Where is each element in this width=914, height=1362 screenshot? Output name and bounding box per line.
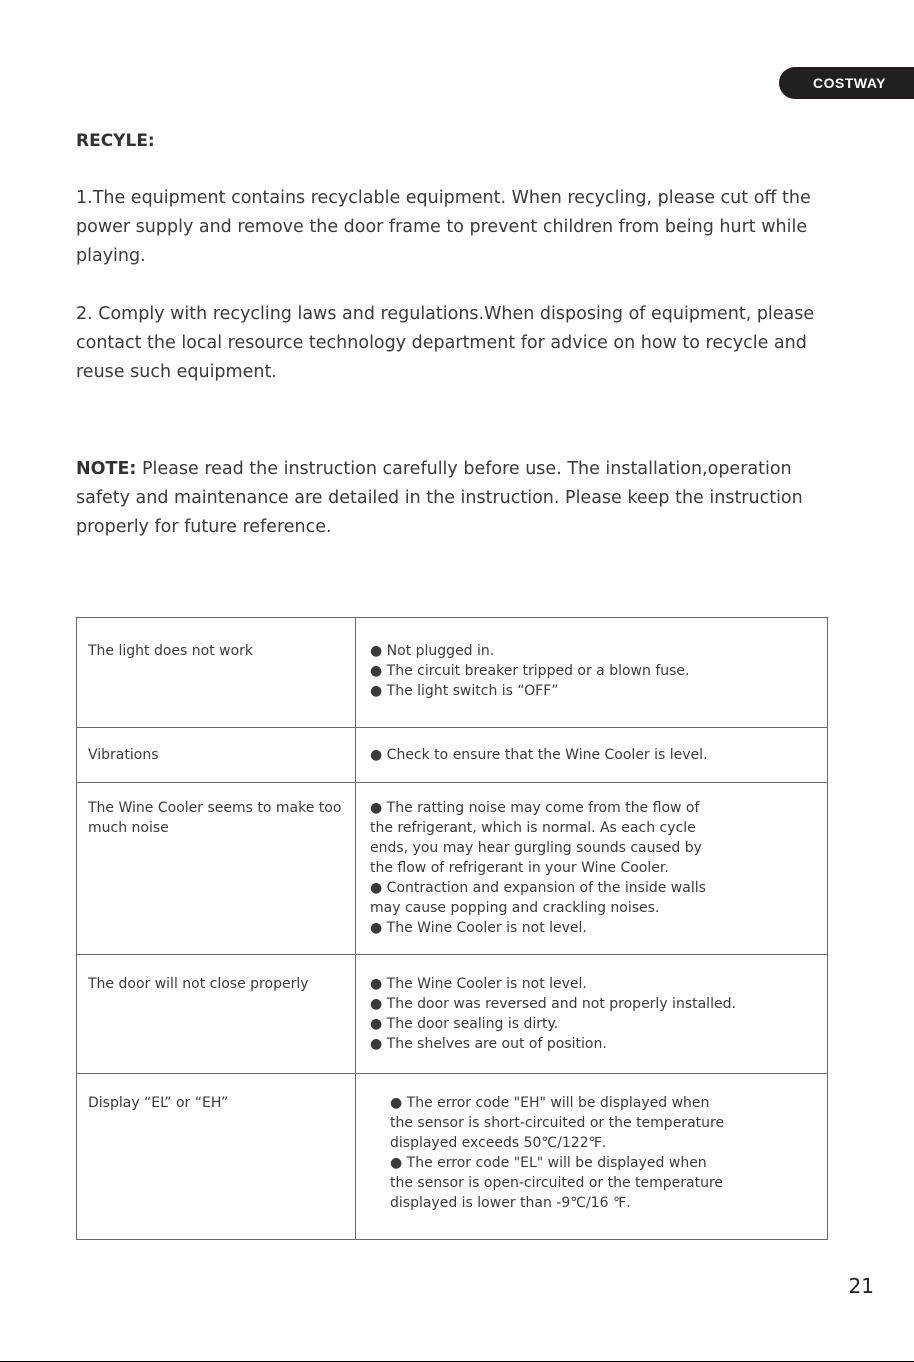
problem-cell: Display “EL” or “EH” [77, 1074, 356, 1240]
cause-line: ● The shelves are out of position. [370, 1036, 607, 1052]
problem-cell: The light does not work [77, 618, 356, 728]
problem-cell: The Wine Cooler seems to make too much noise [77, 783, 356, 955]
cause-line: the sensor is short-circuited or the temperature [390, 1115, 725, 1131]
cause-line: ● The error code "EH" will be displayed when [390, 1095, 710, 1111]
cause-line: ● The door was reversed and not properly installed. [370, 996, 736, 1012]
cause-cell [356, 1074, 828, 1240]
cause-line: may cause popping and crackling noises. [370, 900, 660, 916]
cause-line: ● The error code "EL" will be displayed when [390, 1155, 707, 1171]
troubleshooting-table [76, 617, 828, 1240]
cause-line: displayed is lower than -9℃/16 ℉. [390, 1195, 631, 1211]
cause-line: the sensor is open-circuited or the temperature [390, 1175, 724, 1191]
cause-line: ends, you may hear gurgling sounds caused by [370, 840, 702, 856]
note-paragraph [76, 455, 836, 542]
cause-line: ● The Wine Cooler is not level. [370, 920, 587, 936]
table-row [77, 955, 828, 1074]
table-row [77, 783, 828, 955]
cause-line: the flow of refrigerant in your Wine Cooler. [370, 860, 669, 876]
cause-line: ● The door sealing is dirty. [370, 1016, 559, 1032]
cause-cell [356, 955, 828, 1074]
table-row [77, 728, 828, 783]
cause-line: ● The light switch is “OFF” [370, 683, 559, 699]
page-number: 21 [848, 1274, 874, 1298]
recycle-heading: RECYLE: [76, 131, 155, 151]
cause-cell [356, 783, 828, 955]
cause-line: ● The ratting noise may come from the flow of [370, 800, 700, 816]
recycle-item-2 [76, 300, 836, 387]
cause-line: the refrigerant, which is normal. As each cycle [370, 820, 696, 836]
problem-cell: Vibrations [77, 728, 356, 783]
brand-label: COSTWAY [813, 75, 886, 91]
cause-line: displayed exceeds 50℃/122℉. [390, 1135, 607, 1151]
cause-line: ● Contraction and expansion of the inside walls [370, 880, 706, 896]
note-label: NOTE: [76, 459, 137, 479]
cause-line: ● Check to ensure that the Wine Cooler is level. [370, 747, 708, 763]
cause-cell [356, 728, 828, 783]
cause-line: ● Not plugged in. [370, 643, 495, 659]
table-row [77, 618, 828, 728]
recycle-item-text: 2. Comply with recycling laws and regulations.When disposing of equipment, please contact the local resource technology department for advice on how to recycle and reuse such equipment. [76, 304, 815, 382]
cause-line: ● The circuit breaker tripped or a blown fuse. [370, 663, 690, 679]
cause-line: ● The Wine Cooler is not level. [370, 976, 587, 992]
table-row [77, 1074, 828, 1240]
note-text: Please read the instruction carefully before use. The installation,operation safety and maintenance are detailed in the instruction. Please keep the instruction properly for future reference. [76, 459, 803, 537]
recycle-item-1 [76, 184, 836, 271]
problem-cell: The door will not close properly [77, 955, 356, 1074]
cause-cell [356, 618, 828, 728]
brand-logo-badge [779, 67, 914, 99]
recycle-item-text: 1.The equipment contains recyclable equipment. When recycling, please cut off the power supply and remove the door frame to prevent children from being hurt while playing. [76, 188, 811, 266]
